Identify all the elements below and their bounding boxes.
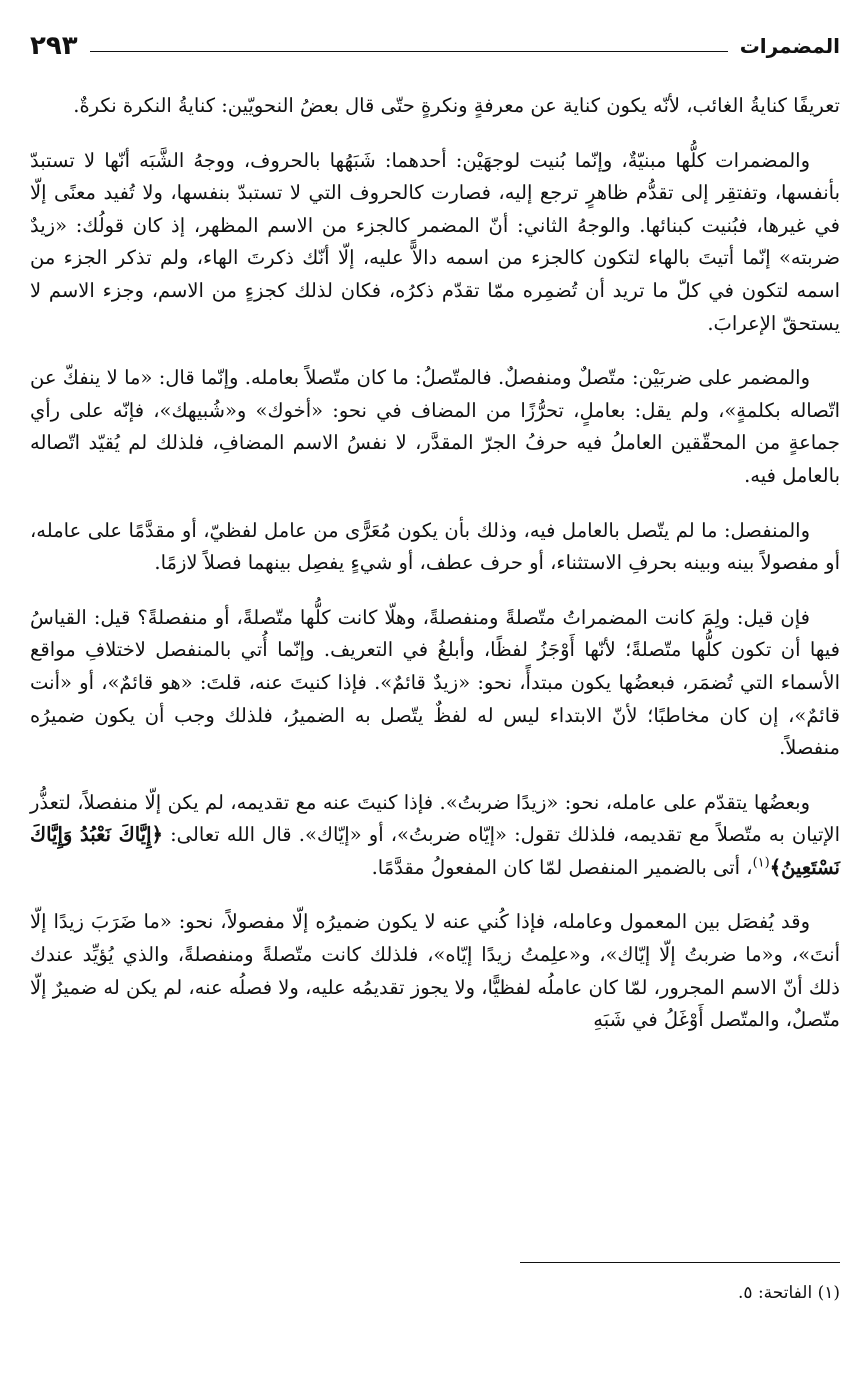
- paragraph-3: والمضمر على ضربَيْن: متّصلٌ ومنفصلٌ. فالمتّصلُ: ما كان متّصلاً بعامله. وإنّما قال: «ما لا ينفكّ عن اتّصاله بكلمةٍ»، ولم يقل: بعاملٍ، تحرُّزًا من المضاف في نحو: «أخوك» و«شُبيهك»، فإنّه على رأي جماعةٍ من المحقّقين العاملُ فيه حرفُ الجرّ المقدَّر، لا نفسُ الاسم المضافِ، فلذلك لم يُقيّد اتّصاله بالعامل فيه.: [30, 366, 840, 487]
- header-rule: [90, 51, 728, 52]
- page-header: [30, 22, 840, 60]
- page: [30, 22, 840, 1362]
- paragraph-2: والمضمرات كلُّها مبنيّةٌ، وإنّما بُنيت لوجهَيْن: أحدهما: شَبَهُها بالحروف، ووجهُ الشَّبَه أنّها لا تستبدّ بأنفسها، وتفتقِر إلى تقدُّم ظاهرٍ ترجع إليه، فصارت كالحروف التي لا تستبدّ بنفسها، ولا تُفيد معنًى إلّا في غيرها، فبُنيت كبنائها. والوجهُ الثاني: أنّ المضمر كالجزء من الاسم المظهر، إذ كان قولُك: «زيدٌ ضربته» إنّما أتيتَ بالهاء لتكون كالجزء من اسمه دالاًّ عليه، إلّا أنّك ذكرتَ الهاء، ولم تذكر الجزء من اسمه لتكون في كلّ ما تريد أن تُضمِره ممّا تقدّم ذكرُه، فكان لذلك كجزءٍ من الاسم، وجزء الاسم لا يستحقّ الإعرابَ.: [30, 148, 840, 335]
- quran-verse: ﴿إِيَّاكَ نَعْبُدُ وَإِيَّاكَ نَسْتَعِينُ﴾: [30, 823, 840, 879]
- paragraph-1: تعريفًا كنايةُ الغائب، لأنّه يكون كناية عن معرفةٍ ونكرةٍ حتّى قال بعضُ النحويّين: كنايةُ النكرة نكرةٌ.: [73, 94, 840, 117]
- paragraph-4: والمنفصل: ما لم يتّصل بالعامل فيه، وذلك بأن يكون مُعَرًّى من عامل لفظيّ، أو مقدَّمًا على عامله، أو مفصولاً بينه وبينه بحرفِ الاستثناء، أو حرف عطف، أو شيءٍ يفصِل بينهما فصلاً لازمًا.: [30, 518, 840, 575]
- footnote-marker: (١): [752, 855, 770, 871]
- footnote-1: (١) الفاتحة: ٥.: [738, 1283, 840, 1303]
- body-text: [30, 90, 840, 1037]
- paragraph-6: [30, 787, 840, 885]
- running-title: المضمرات: [739, 34, 840, 58]
- paragraph-7: وقد يُفصَل بين المعمول وعامله، فإذا كُني عنه لا يكون ضميرُه إلّا مفصولاً، نحو: «ما ضَرَبَ زيدًا إلّا أنتَ»، و«ما ضربتُ إلّا إيّاك»، و«علِمتُ زيدًا إيّاه»، فلذلك كانت متّصلةً ومنفصلةً، والذي يُؤيِّد عندك ذلك أنّ الاسم المجرور، لمّا كان عاملُه لفظيًّا، ولا يجوز تقديمُه عليه، ولا فصلُه عنه، لم يكن له ضميرٌ إلّا متّصلٌ، والمتّصل أَوْغَلُ في شَبَهِ: [30, 910, 840, 1032]
- page-number: ٢٩٣: [30, 31, 78, 61]
- paragraph-6-text-b: ، أتى بالضمير المنفصل لمّا كان المفعولُ مقدَّمًا.: [371, 855, 753, 879]
- footnote-rule: [520, 1262, 840, 1263]
- paragraph-5: فإن قيل: ولِمَ كانت المضمراتُ متّصلةً ومنفصلةً، وهلّا كانت كلُّها متّصلةً، أو منفصلةً؟ قيل: القياسُ فيها أن تكون كلُّها متّصلةً؛ لأنّها أَوْجَزُ لفظًا، وأبلغُ في التعريف. وإنّما أُتي بالمنفصل لاختلافِ مواقع الأسماء التي تُضمَر، فبعضُها يكون مبتدأً، نحو: «زيدٌ قائمٌ». فإذا كنيتَ عنه، قلتَ: «هو قائمٌ»، أو «أنت قائمٌ»، إن كان مخاطبًا؛ لأنّ الابتداء ليس له لفظٌ يتّصل به الضميرُ، فلذلك وجب أن يكون ضميرُه منفصلاً.: [30, 605, 840, 760]
- paragraph-6-text-a: وبعضُها يتقدّم على عامله، نحو: «زيدًا ضربتُ». فإذا كنيتَ عنه مع تقديمه، لم يكن إلّا منفصلاً، لتعذُّر الإتيان به متّصلاً مع تقديمه، فلذلك تقول: «إيّاه ضربتُ»، أو «إيّاك». قال الله تعالى:: [30, 790, 841, 847]
